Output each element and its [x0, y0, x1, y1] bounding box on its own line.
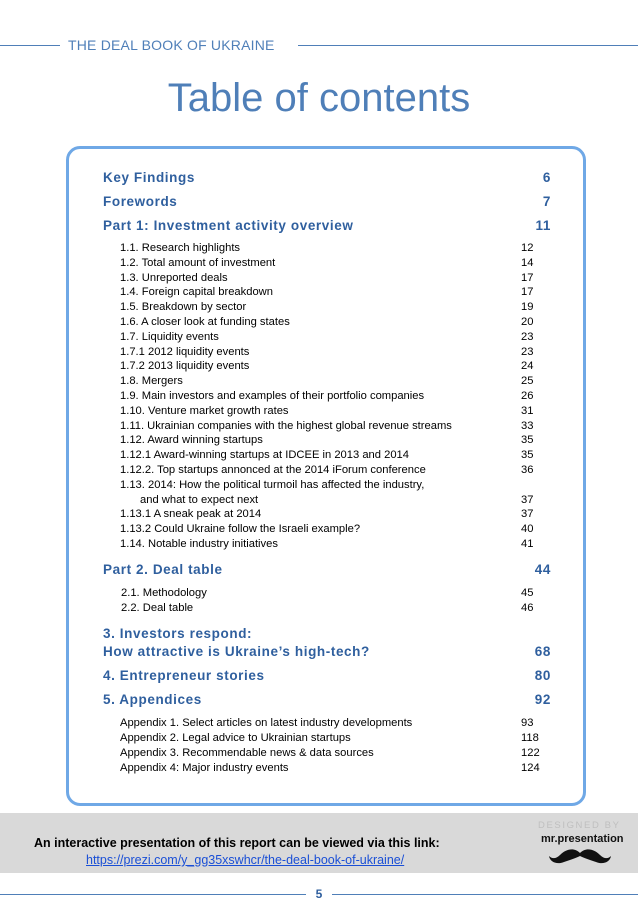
toc-subentry-page: 20: [521, 315, 534, 328]
toc-subentry-label: 1.10. Venture market growth rates: [120, 404, 289, 417]
toc-entry-page: 92: [534, 692, 551, 708]
toc-subentry-page: 24: [521, 360, 534, 373]
toc-subentry-label: Appendix 1. Select articles on latest industry developments: [120, 717, 413, 730]
part1-subentries: [103, 241, 551, 552]
toc-subentry[interactable]: [103, 746, 551, 761]
header-rule-right: [298, 45, 638, 46]
toc-subentry-continuation[interactable]: [103, 493, 551, 508]
footer-rule-right: [332, 894, 638, 895]
toc-entry-label: 4. Entrepreneur stories: [103, 668, 265, 684]
toc-entry-part1[interactable]: [103, 218, 551, 242]
toc-subentry-page: 31: [521, 404, 534, 417]
toc-subentry[interactable]: [103, 507, 551, 522]
mustache-icon: [548, 847, 612, 867]
toc-subentry-label: 1.13. 2014: How the political turmoil has affected the industry,: [120, 478, 425, 491]
toc-subentry-label: 1.9. Main investors and examples of their portfolio companies: [120, 389, 425, 402]
prezi-link[interactable]: https://prezi.com/y_gg35xswhcr/the-deal-book-of-ukraine/: [86, 853, 405, 867]
toc-entry-page: 44: [534, 561, 551, 577]
toc-entry-label: How attractive is Ukraine’s high-tech?: [103, 644, 370, 660]
toc-subentry[interactable]: [103, 586, 551, 601]
toc-subentry-page: 37: [521, 508, 534, 521]
toc-subentry-label: 1.13.2 Could Ukraine follow the Israeli example?: [120, 523, 361, 536]
toc-subentry-page: 35: [521, 449, 534, 462]
toc-subentry[interactable]: [103, 761, 551, 776]
toc-subentry-label: Appendix 4: Major industry events: [120, 761, 289, 774]
toc-subentry-label: 1.6. A closer look at funding states: [120, 315, 290, 328]
toc-subentry[interactable]: [103, 345, 551, 360]
toc-subentry[interactable]: [103, 256, 551, 271]
toc-subentry-page: 17: [521, 271, 534, 284]
toc-subentry-label: 1.1. Research highlights: [120, 242, 241, 254]
toc-entry-page: 6: [542, 170, 551, 185]
toc-subentry[interactable]: [103, 463, 551, 478]
toc-entry-part3-line2[interactable]: [103, 644, 551, 668]
toc-subentry-page: 124: [521, 761, 540, 774]
toc-subentry-label: 1.7.2 2013 liquidity events: [120, 360, 250, 373]
toc-subentry-label: 1.4. Foreign capital breakdown: [120, 286, 273, 299]
toc-subentry[interactable]: [103, 478, 551, 493]
toc-subentry-page: 26: [521, 389, 534, 402]
toc-subentry[interactable]: [103, 315, 551, 330]
toc-subentry[interactable]: [103, 271, 551, 286]
toc-subentry-page: 25: [521, 375, 534, 388]
toc-subentry-page: 12: [521, 242, 534, 254]
toc-subentry-page: 36: [521, 463, 534, 476]
toc-subentry-label: 2.2. Deal table: [121, 601, 194, 614]
toc-subentry-label: 1.12. Award winning startups: [120, 434, 263, 447]
toc-subentry[interactable]: [103, 419, 551, 434]
toc-subentry-page: 19: [521, 301, 534, 314]
toc-subentry[interactable]: [103, 330, 551, 345]
designed-by-label: DESIGNED BY: [538, 820, 621, 831]
toc-entry-label: 5. Appendices: [103, 692, 202, 708]
toc-subentry-page: 46: [521, 601, 534, 614]
toc-entry-page: 68: [534, 644, 551, 660]
toc-subentry-page: 23: [521, 345, 534, 358]
part2-subentries: [103, 586, 551, 616]
toc-subentry-label: 1.5. Breakdown by sector: [120, 301, 247, 314]
toc-entry-key-findings[interactable]: [103, 170, 551, 194]
toc-subentry-page: 33: [521, 419, 534, 432]
toc-subentry-label: 1.13.1 A sneak peak at 2014: [120, 508, 262, 521]
toc-subentry-label: Appendix 2. Legal advice to Ukrainian startups: [120, 732, 351, 745]
footer-note: An interactive presentation of this report can be viewed via this link:: [34, 836, 440, 850]
toc-entry-part5[interactable]: [103, 692, 551, 716]
toc-subentry-label: 1.3. Unreported deals: [120, 271, 228, 284]
toc-entry-label: Part 2. Deal table: [103, 561, 223, 577]
header-rule-left: [0, 45, 60, 46]
toc-subentry-label: Appendix 3. Recommendable news & data sources: [120, 746, 374, 759]
toc-subentry[interactable]: [103, 601, 551, 616]
toc-entry-page: 7: [542, 194, 551, 209]
toc-subentry[interactable]: [103, 374, 551, 389]
toc-subentry-label: and what to expect next: [140, 493, 259, 506]
toc-subentry[interactable]: [103, 389, 551, 404]
toc-subentry[interactable]: [103, 433, 551, 448]
toc-subentry-label: 1.7. Liquidity events: [120, 330, 219, 343]
toc-entry-forewords[interactable]: [103, 194, 551, 218]
page-title: Table of contents: [167, 76, 471, 120]
toc-subentry-page: 14: [521, 256, 534, 269]
toc-subentry-page: 122: [521, 746, 540, 759]
toc-subentry-page: 41: [521, 537, 534, 550]
toc-entry-part4[interactable]: [103, 668, 551, 692]
toc-subentry[interactable]: [103, 448, 551, 463]
page-number: 5: [315, 887, 323, 901]
part5-subentries: [103, 716, 551, 775]
toc-subentry[interactable]: [103, 716, 551, 731]
toc-subentry-page: 40: [521, 523, 534, 536]
document-header-title: THE DEAL BOOK OF UKRAINE: [68, 37, 275, 53]
toc-subentry[interactable]: [103, 241, 551, 256]
toc-subentry[interactable]: [103, 522, 551, 537]
toc-subentry[interactable]: [103, 300, 551, 315]
toc-subentry-label: 2.1. Methodology: [121, 586, 207, 599]
toc-subentry[interactable]: [103, 404, 551, 419]
footer-rule-left: [0, 894, 306, 895]
toc-subentry-label: 1.8. Mergers: [120, 375, 183, 388]
toc-entry-label: Part 1: Investment activity overview: [103, 218, 354, 233]
toc-subentry-label: 1.12.1 Award-winning startups at IDCEE in 2013 and 2014: [120, 449, 409, 462]
toc-subentry[interactable]: [103, 731, 551, 746]
toc-entry-page: 11: [535, 218, 551, 233]
toc-subentry-page: 23: [521, 330, 534, 343]
toc-subentry-page: 37: [521, 493, 534, 506]
toc-subentry-label: 1.7.1 2012 liquidity events: [120, 345, 250, 358]
toc-subentry[interactable]: [103, 285, 551, 300]
toc-subentry-page: 17: [521, 286, 534, 299]
table-of-contents: [103, 170, 551, 776]
toc-entry-label: 3. Investors respond:: [103, 626, 253, 642]
toc-subentry-page: 118: [521, 732, 539, 745]
toc-subentry-label: 1.12.2. Top startups annonced at the 2014 iForum conference: [120, 463, 426, 476]
brand-logo-text: mr.presentation: [541, 833, 624, 845]
toc-subentry-page: 45: [521, 586, 534, 599]
toc-entry-part2[interactable]: [103, 562, 551, 586]
toc-subentry-label: 1.11. Ukrainian companies with the highest global revenue streams: [120, 419, 452, 432]
toc-subentry-label: 1.14. Notable industry initiatives: [120, 537, 278, 550]
toc-entry-page: 80: [534, 668, 551, 684]
toc-subentry-label: 1.2. Total amount of investment: [120, 256, 276, 269]
toc-subentry[interactable]: [103, 359, 551, 374]
toc-subentry-page: 93: [521, 717, 534, 730]
toc-entry-label: Key Findings: [103, 170, 195, 185]
toc-entry-label: Forewords: [103, 194, 178, 209]
toc-entry-part3-line1[interactable]: [103, 626, 551, 644]
toc-subentry[interactable]: [103, 537, 551, 552]
toc-subentry-page: 35: [521, 434, 534, 447]
